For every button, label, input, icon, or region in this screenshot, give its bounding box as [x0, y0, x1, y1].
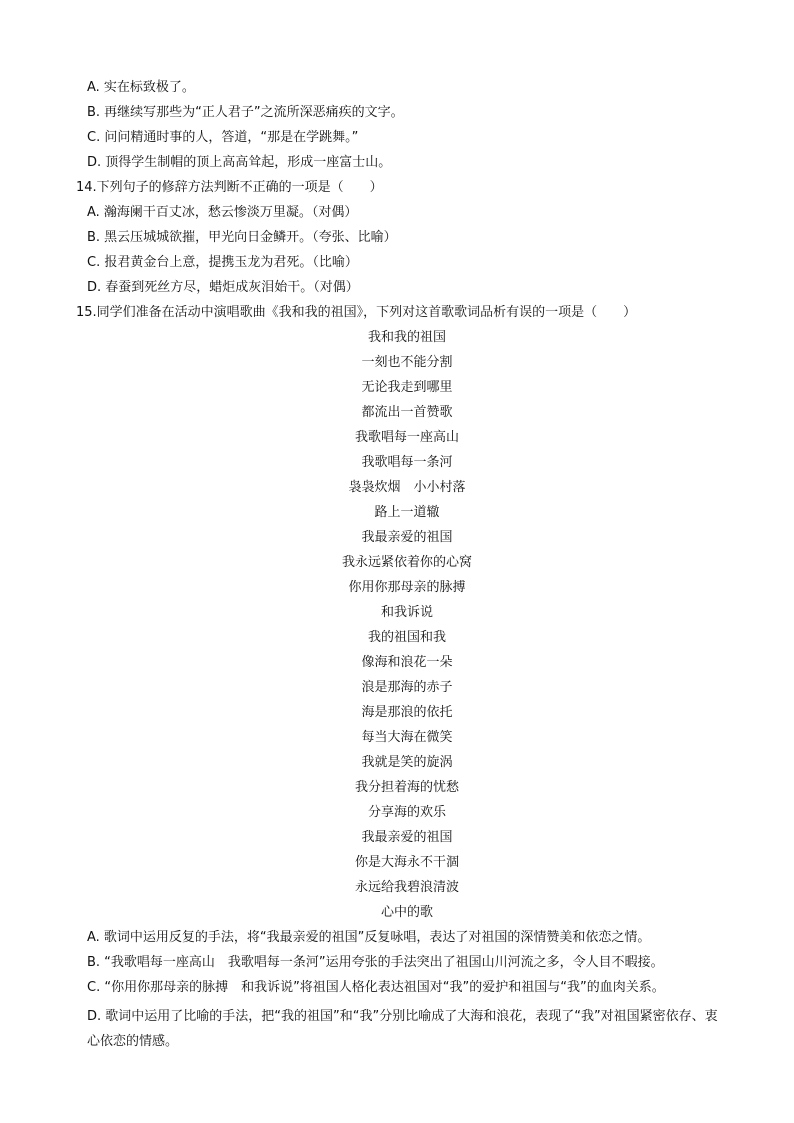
lyric-line: 我最亲爱的祖国	[361, 530, 453, 545]
lyric-line: 无论我走到哪里	[361, 380, 453, 395]
q13-option-b: B. 再继续写那些为“正人君子”之流所深恶痛疾的文字。	[87, 105, 404, 120]
q13-option-a: A. 实在标致极了。	[87, 80, 195, 95]
lyric-line: 海是那浪的依托	[361, 705, 453, 720]
lyric-line: 你是大海永不干涸	[354, 855, 459, 870]
lyric-line: 我永远紧依着你的心窝	[341, 555, 472, 570]
lyric-line: 我歌唱每一座高山	[354, 430, 459, 445]
q13-option-d: D. 顶得学生制帽的顶上高高耸起，形成一座富士山。	[87, 155, 392, 170]
lyric-line: 我的祖国和我	[367, 630, 446, 645]
q15-option-c: C. “你用你那母亲的脉搏 和我诉说”将祖国人格化表达祖国对“我”的爱护和祖国与“我”的血肉关系。	[87, 980, 665, 995]
q14-option-a: A. 瀚海阑干百丈冰，愁云惨淡万里凝。（对偶）	[87, 205, 358, 220]
q14-option-b: B. 黑云压城城欲摧，甲光向日金鳞开。（夸张、比喻）	[87, 230, 397, 245]
q15-option-d: D. 歌词中运用了比喻的手法，把“我的祖国”和“我”分别比喻成了大海和浪花，表现了“我”对祖国紧密依存、衷心依恋的情感。	[87, 1009, 718, 1049]
q15-stem: 15.同学们准备在活动中演唱歌曲《我和我的祖国》，下列对这首歌歌词品析有误的一项是（ ）	[76, 305, 637, 320]
lyric-line: 路上一道辙	[374, 505, 440, 520]
q15-option-a: A. 歌词中运用反复的手法，将“我最亲爱的祖国”反复咏唱，表达了对祖国的深情赞美和依恋之情。	[87, 930, 651, 945]
q14-stem: 14.下列句子的修辞方法判断不正确的一项是（ ）	[76, 180, 383, 195]
lyric-line: 我分担着海的忧愁	[354, 780, 459, 795]
q13-option-c: C. 问问精通时事的人，答道，“那是在学跳舞。”	[87, 130, 359, 145]
lyric-line: 浪是那海的赤子	[361, 680, 453, 695]
lyric-line: 我最亲爱的祖国	[361, 830, 453, 845]
lyric-line: 你用你那母亲的脉搏	[348, 580, 466, 595]
lyric-line: 都流出一首赞歌	[361, 405, 453, 420]
lyric-line: 心中的歌	[380, 905, 433, 920]
q14-option-c: C. 报君黄金台上意，提携玉龙为君死。（比喻）	[87, 255, 358, 270]
lyric-line: 一刻也不能分割	[361, 355, 453, 370]
lyric-line: 分享海的欢乐	[367, 805, 446, 820]
lyric-line: 袅袅炊烟 小小村落	[348, 480, 466, 495]
lyric-line: 像海和浪花一朵	[361, 655, 453, 670]
lyric-line: 我和我的祖国	[367, 330, 446, 345]
lyric-line: 永远给我碧浪清波	[354, 880, 459, 895]
q15-option-b: B. “我歌唱每一座高山 我歌唱每一条河”运用夸张的手法突出了祖国山川河流之多，令人目不暇接。	[87, 955, 664, 970]
lyric-line: 每当大海在微笑	[361, 730, 453, 745]
q14-option-d: D. 春蚕到死丝方尽，蜡炬成灰泪始干。（对偶）	[87, 280, 359, 295]
lyric-line: 我就是笑的旋涡	[361, 755, 453, 770]
lyric-line: 我歌唱每一条河	[361, 455, 453, 470]
lyric-line: 和我诉说	[380, 605, 433, 620]
